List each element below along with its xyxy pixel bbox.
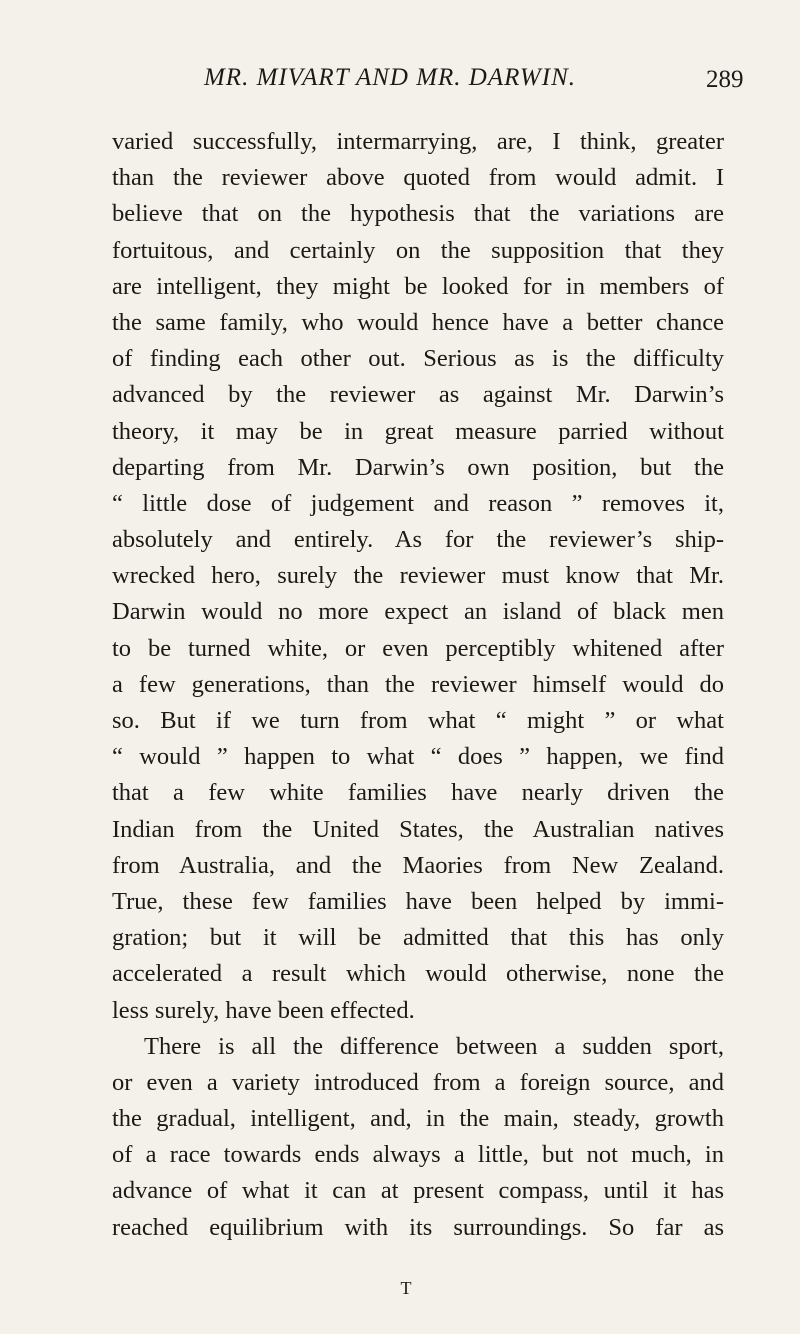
text-line: than the reviewer above quoted from would admit. I bbox=[112, 164, 724, 192]
page-number: 289 bbox=[706, 66, 744, 93]
text-line: or even a variety introduced from a foreign source, and bbox=[112, 1068, 724, 1096]
text-line: Indian from the United States, the Australian natives bbox=[112, 815, 724, 843]
text-line: Darwin would no more expect an island of black men bbox=[112, 598, 724, 626]
body-text bbox=[112, 124, 724, 1246]
text-line: departing from Mr. Darwin’s own position, but the bbox=[112, 453, 724, 481]
text-line: so. But if we turn from what “ might ” or what bbox=[112, 707, 724, 734]
signature-mark-row bbox=[0, 1278, 800, 1299]
text-line: absolutely and entirely. As for the reviewer’s ship- bbox=[112, 526, 724, 554]
text-line: believe that on the hypothesis that the variations are bbox=[112, 200, 724, 228]
text-line: to be turned white, or even perceptibly whitened after bbox=[112, 634, 724, 662]
text-line: reached equilibrium with its surroundings. So far as bbox=[112, 1213, 724, 1241]
signature-mark: T bbox=[400, 1278, 412, 1298]
text-line: accelerated a result which would otherwise, none the bbox=[112, 960, 724, 988]
text-line: from Australia, and the Maories from New Zealand. bbox=[112, 851, 724, 879]
text-line: advanced by the reviewer as against Mr. Darwin’s bbox=[112, 381, 724, 409]
paragraph-first-line: There is all the difference between a sudden sport, bbox=[144, 1032, 724, 1060]
text-line: a few generations, than the reviewer himself would do bbox=[112, 670, 724, 698]
text-line: the gradual, intelligent, and, in the main, steady, growth bbox=[112, 1105, 724, 1133]
text-line: gration; but it will be admitted that this has only bbox=[112, 924, 724, 952]
text-line: the same family, who would hence have a better chance bbox=[112, 308, 724, 336]
text-line: fortuitous, and certainly on the supposition that they bbox=[112, 236, 724, 264]
text-line: of a race towards ends always a little, but not much, in bbox=[112, 1141, 724, 1169]
text-line: advance of what it can at present compass, until it has bbox=[112, 1177, 724, 1205]
running-title: MR. MIVART AND MR. DARWIN. bbox=[203, 64, 577, 91]
text-line: True, these few families have been helped by immi- bbox=[112, 887, 724, 915]
text-line: of finding each other out. Serious as is the difficulty bbox=[112, 345, 724, 373]
text-line: theory, it may be in great measure parried without bbox=[112, 417, 724, 445]
text-line: varied successfully, intermarrying, are, I think, greater bbox=[112, 128, 724, 155]
text-line: that a few white families have nearly driven the bbox=[112, 779, 724, 807]
text-line: wrecked hero, surely the reviewer must know that Mr. bbox=[112, 562, 724, 590]
text-line: “ little dose of judgement and reason ” removes it, bbox=[112, 489, 724, 517]
text-line: “ would ” happen to what “ does ” happen, we find bbox=[112, 743, 724, 771]
paragraph-last-line: less surely, have been effected. bbox=[112, 996, 415, 1024]
text-line: are intelligent, they might be looked for in members of bbox=[112, 272, 724, 300]
